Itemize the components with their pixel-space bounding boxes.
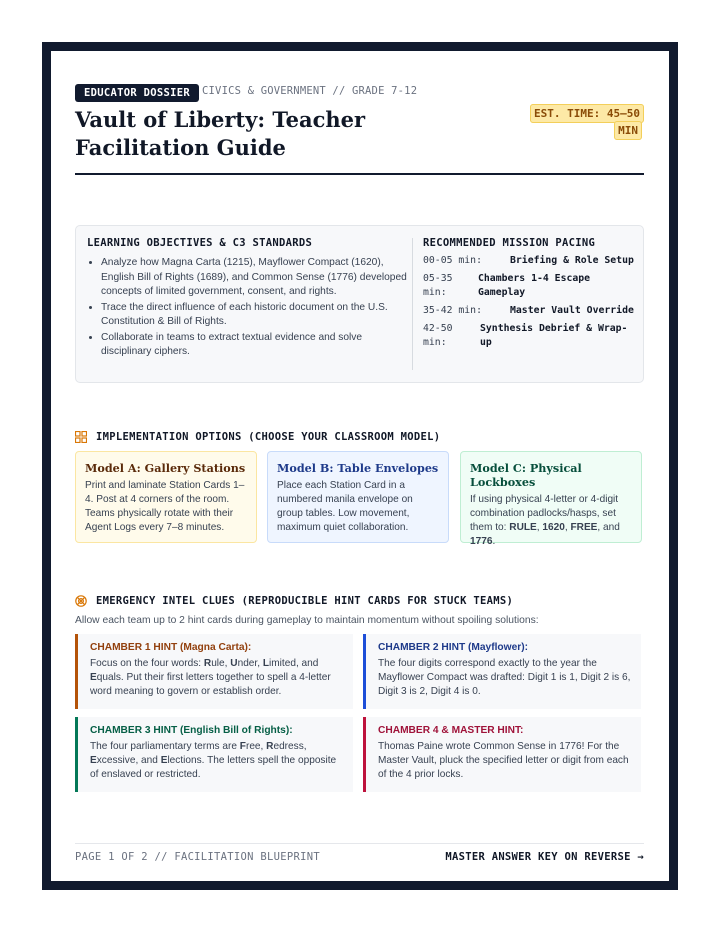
title-divider: [75, 173, 644, 175]
pacing-row: [423, 304, 638, 318]
pacing-time: 05-35 min:: [423, 273, 453, 298]
chamber-3-hint-card: [75, 717, 353, 792]
model-c-card: [460, 451, 642, 547]
model-c-title: Model C: Physical Lockboxes: [470, 461, 582, 489]
chamber-2-hint-title: CHAMBER 2 HINT (Mayflower):: [378, 642, 528, 653]
est-time-badge: EST. TIME: 45–50 MIN: [530, 105, 642, 139]
objectives-heading: LEARNING OBJECTIVES & C3 STANDARDS: [87, 237, 313, 249]
grid-icon: [75, 431, 87, 443]
pacing-list: [423, 254, 638, 350]
implementation-heading-row: [75, 431, 440, 443]
implementation-heading: IMPLEMENTATION OPTIONS (CHOOSE YOUR CLASSROOM MODEL): [96, 431, 441, 443]
pacing-label: Chambers 1-4 Escape Gameplay: [478, 273, 591, 298]
model-b-title: Model B: Table Envelopes: [277, 461, 439, 475]
chamber-1-hint-body: Focus on the four words: Rule, Under, Limited, and Equals. Put their first letters together to spell a 4-letter word meaning to govern or establish order.: [90, 658, 331, 697]
chamber-4-hint-title: CHAMBER 4 & MASTER HINT:: [378, 725, 524, 736]
answer-key-note: MASTER ANSWER KEY ON REVERSE →: [445, 851, 644, 863]
model-c-body: If using physical 4-letter or 4-digit combination padlocks/hasps, set them to: RULE, 1620, FREE, and 1776.: [470, 494, 620, 547]
course-subtitle: CIVICS & GOVERNMENT // GRADE 7-12: [202, 85, 418, 97]
model-a-title: Model A: Gallery Stations: [85, 461, 246, 475]
pacing-row: [423, 272, 638, 300]
panel-divider: [412, 238, 413, 370]
chamber-4-hint-body: Thomas Paine wrote Common Sense in 1776! For the Master Vault, pluck the specified letter or digit from each of the 4 prior locks.: [378, 741, 629, 780]
chamber-1-hint-card: [75, 634, 353, 709]
lock-code: RULE: [509, 522, 537, 533]
pacing-time: 42-50 min:: [423, 323, 453, 348]
footer-divider: [75, 843, 644, 844]
pacing-label: Briefing & Role Setup: [510, 255, 634, 266]
page-frame: [42, 42, 678, 890]
objectives-panel: [75, 225, 644, 383]
page-number: PAGE 1 OF 2 // FACILITATION BLUEPRINT: [75, 851, 320, 863]
implementation-options: [75, 451, 644, 545]
model-b-card: [267, 451, 449, 543]
lock-code: 1620: [542, 522, 565, 533]
objectives-list: [87, 256, 407, 360]
pacing-row: [423, 254, 638, 268]
chamber-3-hint-title: CHAMBER 3 HINT (English Bill of Rights):: [90, 725, 293, 736]
objective-item: • Analyze how Magna Carta (1215), Mayflower Compact (1620), English Bill of Rights (1689), and Common Sense (1776) developed concepts of limited government, consent, and rights.: [101, 256, 407, 300]
hints-heading-row: [75, 595, 513, 607]
model-a-body: Print and laminate Station Cards 1–4. Post at 4 corners of the room. Teams physically rotate with their Agent Logs every 7–8 minutes.: [85, 480, 245, 533]
page-title: Vault of Liberty: Teacher Facilitation Guide: [75, 107, 366, 160]
pacing-column: [423, 237, 638, 354]
objective-item: • Collaborate in teams to extract textual evidence and solve disciplinary ciphers.: [101, 331, 407, 360]
lock-code: 1776: [470, 536, 493, 547]
chamber-2-hint-card: [363, 634, 641, 709]
pacing-label: Synthesis Debrief & Wrap-up: [480, 323, 628, 348]
pacing-time: 00-05 min:: [423, 255, 482, 266]
chamber-3-hint-body: The four parliamentary terms are Free, Redress, Excessive, and Elections. The letters spell the opposite of enslaved or restricted.: [90, 741, 337, 780]
objective-item: • Trace the direct influence of each historic document on the U.S. Constitution & Bill of Rights.: [101, 301, 407, 330]
model-a-card: [75, 451, 257, 543]
educator-dossier-tag: EDUCATOR DOSSIER: [75, 84, 199, 102]
pacing-row: [423, 322, 638, 350]
objectives-column: [87, 237, 407, 361]
pacing-time: 35-42 min:: [423, 305, 482, 316]
hints-heading: EMERGENCY INTEL CLUES (REPRODUCIBLE HINT CARDS FOR STUCK TEAMS): [96, 595, 514, 607]
pacing-label: Master Vault Override: [510, 305, 634, 316]
model-b-body: Place each Station Card in a numbered manila envelope on group tables. Low movement, maximum quiet collaboration.: [277, 480, 413, 533]
chamber-1-hint-title: CHAMBER 1 HINT (Magna Carta):: [90, 642, 252, 653]
chamber-2-hint-body: The four digits correspond exactly to the year the Mayflower Compact was drafted: Digit 1 is 1, Digit 2 is 6, Digit 3 is 2, Digit 4 is 0.: [378, 658, 631, 697]
hints-subheading: Allow each team up to 2 hint cards during gameplay to maintain momentum without spoiling solutions:: [75, 615, 539, 626]
pacing-heading: RECOMMENDED MISSION PACING: [423, 237, 596, 249]
document-page: [51, 51, 669, 881]
lock-code: FREE: [570, 522, 598, 533]
target-icon: [75, 595, 87, 607]
chamber-4-hint-card: [363, 717, 641, 792]
